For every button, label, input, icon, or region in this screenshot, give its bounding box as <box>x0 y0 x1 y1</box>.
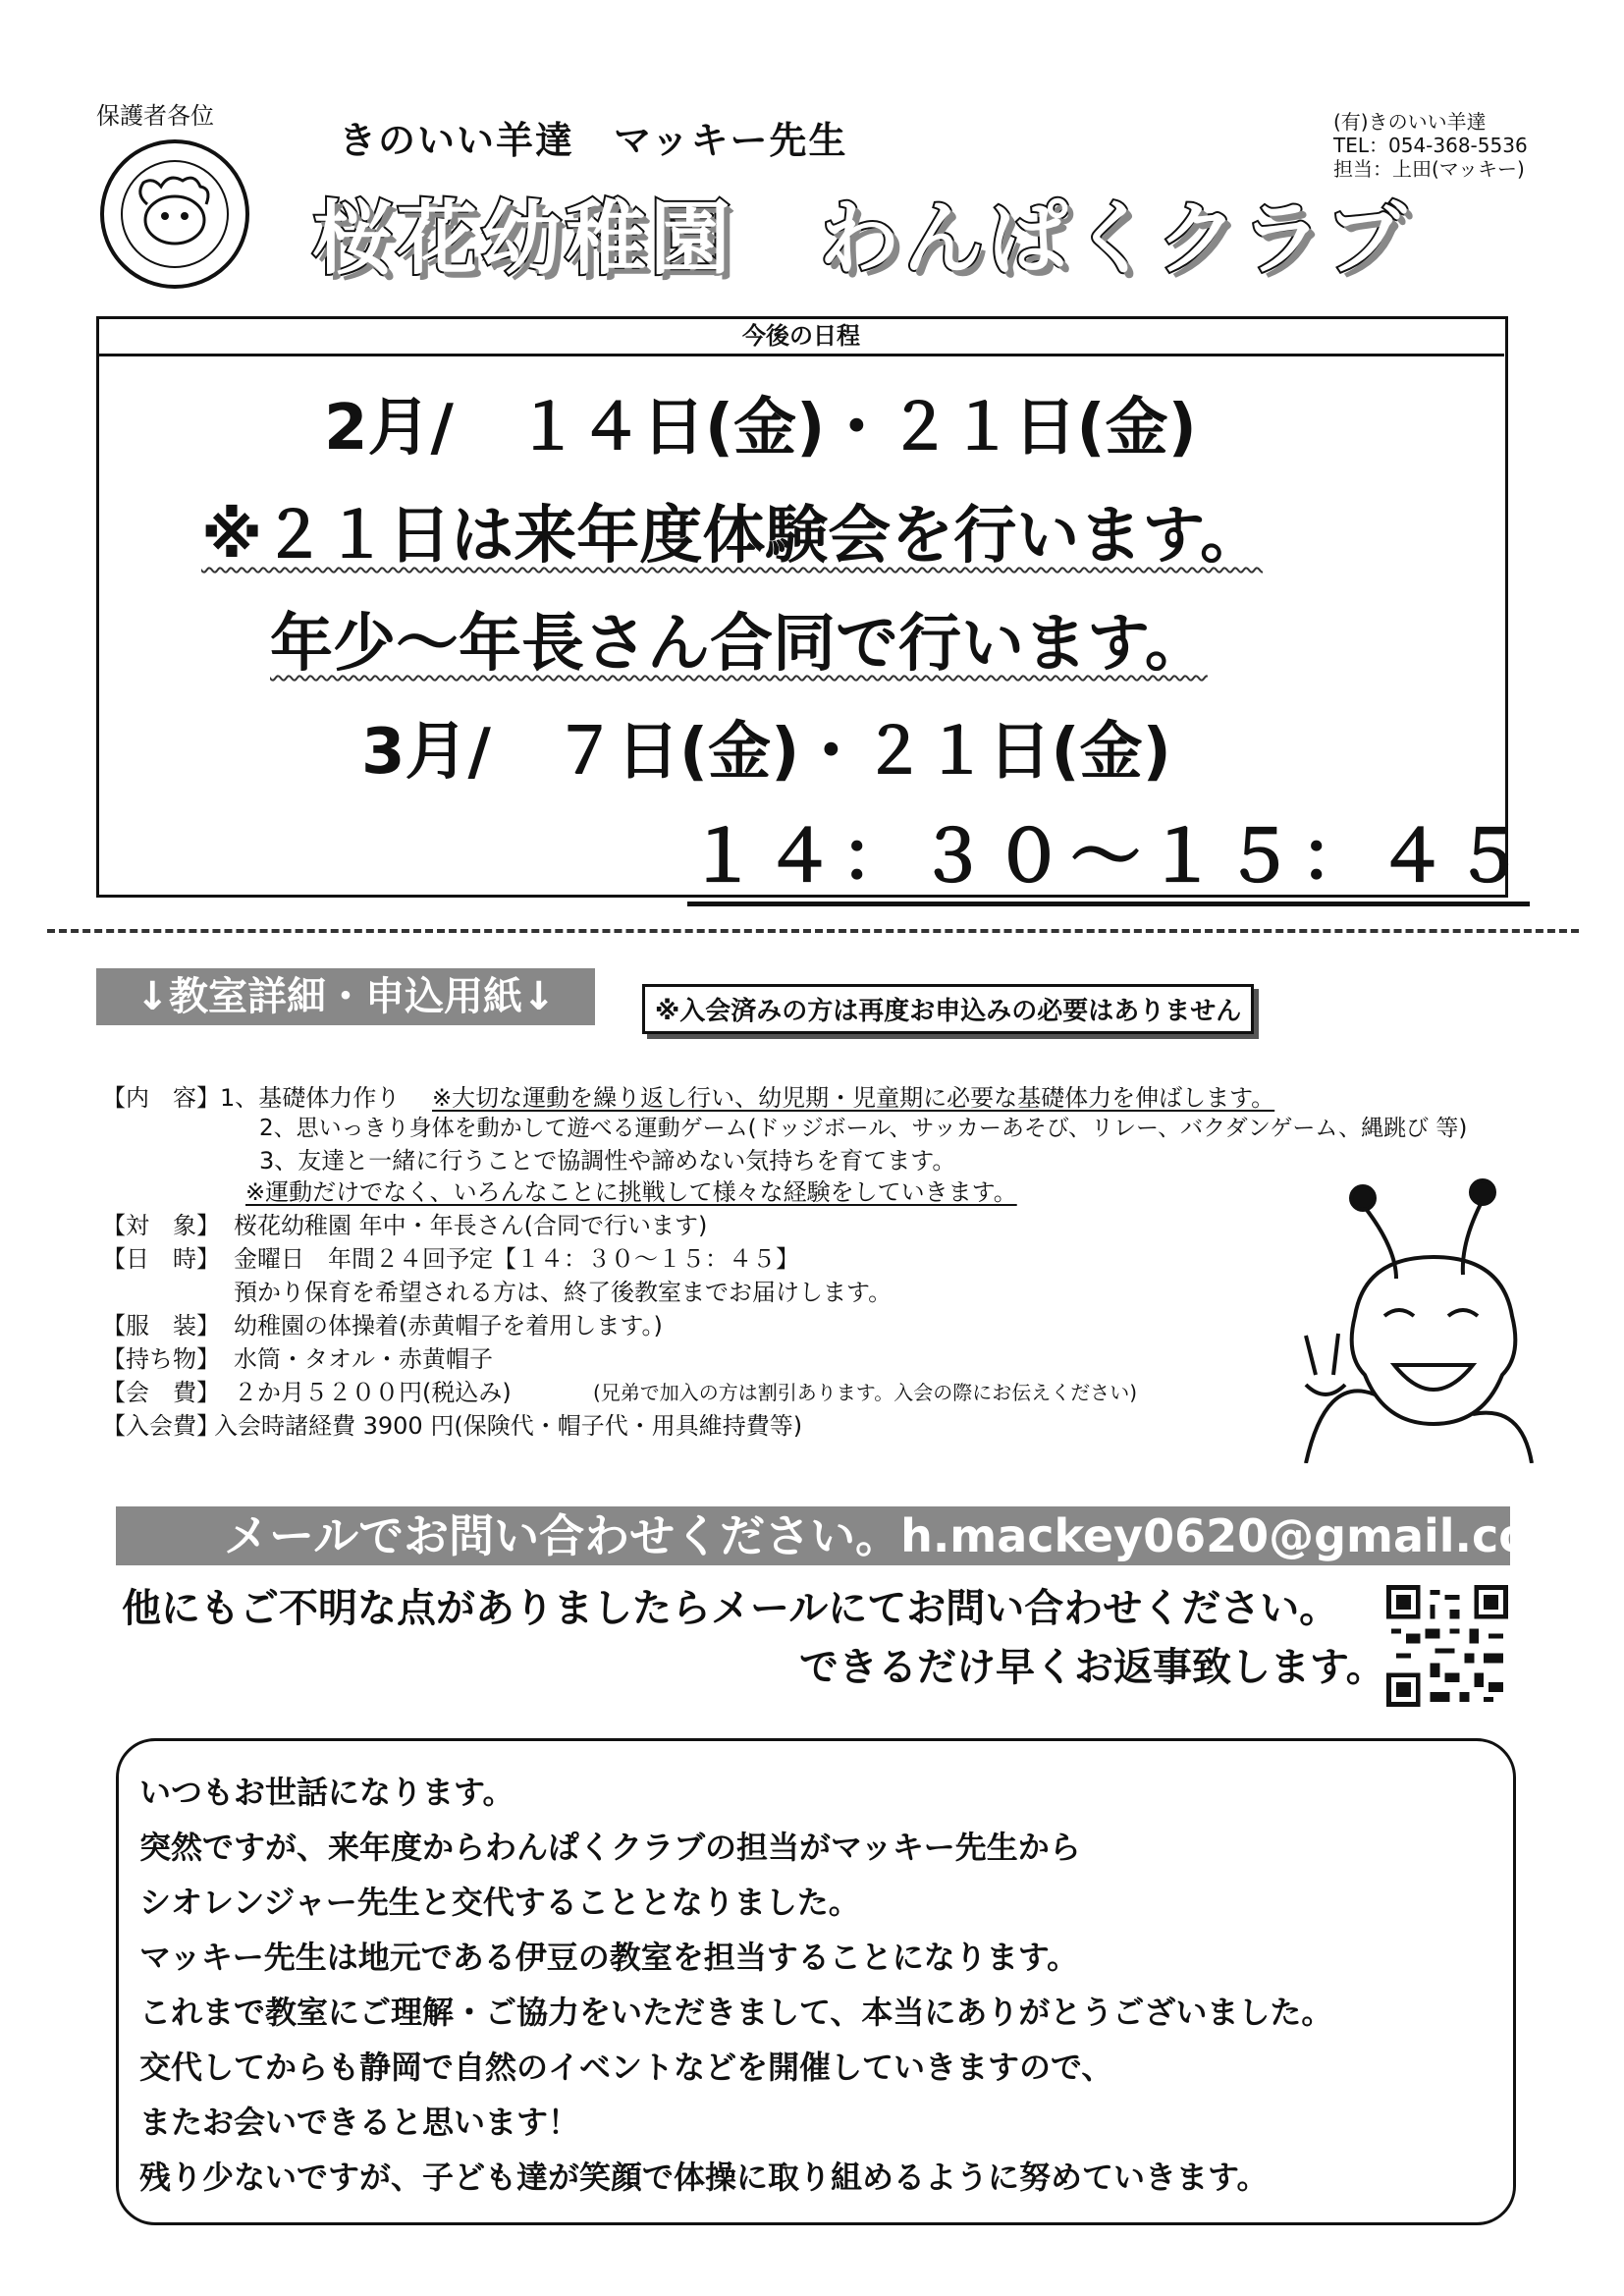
fee-label: 【会 費】 <box>102 1379 220 1406</box>
fee-note: (兄弟で加入の方は割引あります。入会の際にお伝えください) <box>593 1381 1138 1404</box>
logo-seal-icon <box>96 136 253 293</box>
schedule-heading: 今後の日程 <box>98 318 1504 356</box>
content-note: ※運動だけでなく、いろんなことに挑戦して様々な経験をしていきます。 <box>245 1178 1017 1206</box>
message-line-3: シオレンジャー先生と交代することとなりました。 <box>139 1884 860 1921</box>
trial-note: ※２１日は来年度体験会を行います。 <box>201 500 1264 573</box>
person-in-charge: 担当：上田(マッキー) <box>1333 157 1525 181</box>
message-line-1: いつもお世話になります。 <box>139 1774 514 1811</box>
february-dates: 2月/ １４日(金)・２１日(金) <box>324 392 1197 465</box>
target-label: 【対 象】 <box>102 1212 220 1239</box>
march-dates: 3月/ ７日(金)・２１日(金) <box>361 716 1171 789</box>
message-line-8: 残り少ないですが、子ども達が笑顔で体操に取り組めるように努めていきます。 <box>139 2159 1269 2196</box>
datetime-value: 金曜日 年間２４回予定【１４：３０～１５：４５】 <box>234 1245 799 1273</box>
mail-line-1: 他にもご不明な点がありましたらメールにてお問い合わせください。 <box>122 1586 1339 1631</box>
entry-fee-label: 【入会費】 <box>102 1412 220 1440</box>
cut-line <box>47 929 1579 933</box>
clothes-value: 幼稚園の体操着(赤黄帽子を着用します。) <box>234 1312 663 1339</box>
content-item-1-note: ※大切な運動を繰り返し行い、幼児期・児童期に必要な基礎体力を伸ばします。 <box>432 1084 1275 1112</box>
fee-value: ２か月５２００円(税込み) <box>234 1379 512 1406</box>
message-line-6: 交代してからも静岡で自然のイベントなどを開催していきますので、 <box>139 2049 1113 2086</box>
items-value: 水筒・タオル・赤黄帽子 <box>234 1345 493 1373</box>
class-time: １４：３０～１５：４５ <box>687 799 1530 906</box>
details-banner: ↓教室詳細・申込用紙↓ <box>96 968 595 1025</box>
content-item-3: 3、友達と一緒に行うことで協調性や諦めない気持ちを育てます。 <box>259 1147 956 1175</box>
mascot-face-icon <box>1286 1169 1551 1463</box>
message-line-7: またお会いできると思います！ <box>139 2104 580 2141</box>
addressee: 保護者各位 <box>96 102 214 130</box>
page-title: 桜花幼稚園 わんぱくクラブ <box>312 192 1411 286</box>
company-name: (有)きのいい羊達 <box>1333 110 1487 134</box>
phone-number: TEL：054-368-5536 <box>1333 134 1528 157</box>
clothes-label: 【服 装】 <box>102 1312 220 1339</box>
subtitle: きのいい羊達 マッキー先生 <box>339 119 848 162</box>
datetime-label: 【日 時】 <box>102 1245 220 1273</box>
member-notice: ※入会済みの方は再度お申込みの必要はありません <box>642 984 1254 1034</box>
datetime-note: 預かり保育を希望される方は、終了後教室までお届けします。 <box>234 1279 893 1306</box>
mail-banner: メールでお問い合わせください。h.mackey0620@gmail.com <box>116 1506 1510 1565</box>
items-label: 【持ち物】 <box>102 1345 220 1373</box>
joint-note: 年少～年長さん合同で行います。 <box>270 608 1208 681</box>
mail-line-2: できるだけ早くお返事致します。 <box>799 1645 1385 1690</box>
target-value: 桜花幼稚園 年中・年長さん(合同で行います) <box>234 1212 708 1239</box>
content-item-2: 2、思いっきり身体を動かして遊べる運動ゲーム(ドッジボール、サッカーあそび、リレー、バクダンゲーム、縄跳び 等) <box>259 1116 1468 1141</box>
contact-info <box>1333 110 1528 181</box>
content-label: 【内 容】 <box>102 1084 220 1112</box>
message-line-5: これまで教室にご理解・ご協力をいただきまして、本当にありがとうございました。 <box>139 1994 1333 2031</box>
message-line-2: 突然ですが、来年度からわんぱくクラブの担当がマッキー先生から <box>139 1829 1081 1866</box>
message-line-4: マッキー先生は地元である伊豆の教室を担当することになります。 <box>139 1939 1079 1976</box>
entry-fee-value: 入会時諸経費 3900 円(保険代・帽子代・用具維持費等) <box>214 1412 803 1440</box>
qr-code-icon[interactable] <box>1386 1585 1508 1707</box>
content-item-1: 1、基礎体力作り <box>220 1084 401 1112</box>
